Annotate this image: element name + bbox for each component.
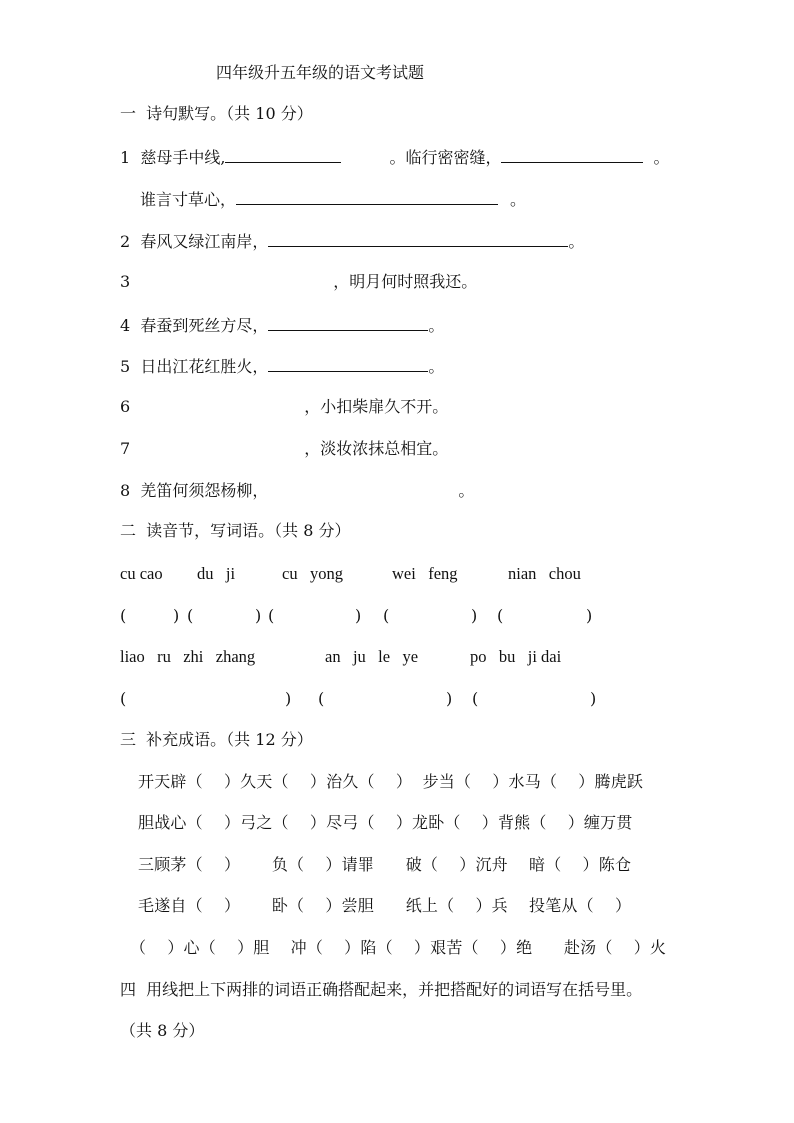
idiom-line: 毛遂自（ ） 卧（ ）尝胆 纸上（ ）兵 投笔从（ ） (138, 896, 632, 915)
pinyin-item: nian chou (508, 564, 581, 583)
section-1-heading: 一 诗句默写。（共 10 分） (120, 104, 313, 123)
q4-text-a: 4 春蚕到死丝方尽， (120, 316, 269, 335)
q1-text-c: 。 (653, 148, 670, 167)
q3-text: ，明月何时照我还。 (333, 272, 478, 291)
q6-text: ，小扣柴扉久不开。 (304, 397, 449, 416)
q6-number: 6 (120, 397, 131, 416)
q5-text-b: 。 (428, 357, 445, 376)
idiom-line: （ ）心（ ）胆 冲（ ）陷（ ）艰苦（ ）绝 赴汤（ ）火 (130, 938, 667, 957)
question-8 (120, 481, 474, 501)
idiom-line: 开天辟（ ）久天（ ）治久（ ） 步当（ ）水马（ ）腾虎跃 (138, 772, 644, 791)
answer-blank[interactable] (225, 146, 341, 163)
answer-blank[interactable] (268, 355, 428, 372)
pinyin-item: an ju le ye (325, 647, 419, 666)
pinyin-item: du ji (197, 564, 236, 583)
answer-blank[interactable] (268, 230, 568, 247)
pinyin-item: wei feng (392, 564, 458, 583)
q3-number: 3 (120, 272, 131, 291)
section-2-heading: 二 读音节，写词语。（共 8 分） (120, 521, 351, 540)
pinyin-item: liao ru zhi zhang (120, 647, 256, 666)
question-2 (120, 230, 584, 250)
question-3 (120, 272, 477, 292)
q8-text-a: 8 羌笛何须怨杨柳， (120, 481, 269, 500)
q7-text: ，淡妆浓抹总相宜。 (304, 439, 449, 458)
question-5 (120, 355, 444, 375)
pinyin-item: cu cao (120, 564, 163, 583)
idiom-line: 胆战心（ ）弓之（ ）尽弓（ ）龙卧（ ）背熊（ ）缠万贯 (138, 813, 633, 832)
q2-text-a: 2 春风又绿江南岸， (120, 232, 269, 251)
pinyin-item: po bu ji dai (470, 647, 562, 666)
answer-blank[interactable] (268, 314, 428, 331)
q4-text-b: 。 (428, 316, 445, 335)
q8-text-b: 。 (458, 481, 475, 500)
idiom-line: 三顾茅（ ） 负（ ）请罪 破（ ）沉舟 暗（ ）陈仓 (138, 855, 632, 874)
question-4 (120, 314, 444, 334)
answer-blank[interactable] (501, 146, 643, 163)
question-6 (120, 397, 448, 417)
section-3-heading: 三 补充成语。（共 12 分） (120, 730, 313, 749)
q1-text-a: 1 慈母手中线, (120, 148, 226, 167)
question-1-line-2 (140, 188, 526, 208)
page-title: 四年级升五年级的语文考试题 (216, 63, 425, 82)
q7-number: 7 (120, 439, 131, 458)
q5-text-a: 5 日出江花红胜火， (120, 357, 269, 376)
pinyin-item: cu yong (282, 564, 343, 583)
question-1-line-1 (120, 146, 669, 166)
q2-text-b: 。 (568, 232, 585, 251)
q1-text-e: 。 (510, 190, 527, 209)
answer-blank[interactable] (236, 188, 498, 205)
q1-text-b: 。临行密密缝， (389, 148, 502, 167)
section-4-heading: 四 用线把上下两排的词语正确搭配起来，并把搭配好的词语写在括号里。 (120, 980, 643, 999)
section-4-points: （共 8 分） (120, 1021, 205, 1040)
q1-text-d: 谁言寸草心， (140, 190, 237, 209)
question-7 (120, 439, 448, 459)
